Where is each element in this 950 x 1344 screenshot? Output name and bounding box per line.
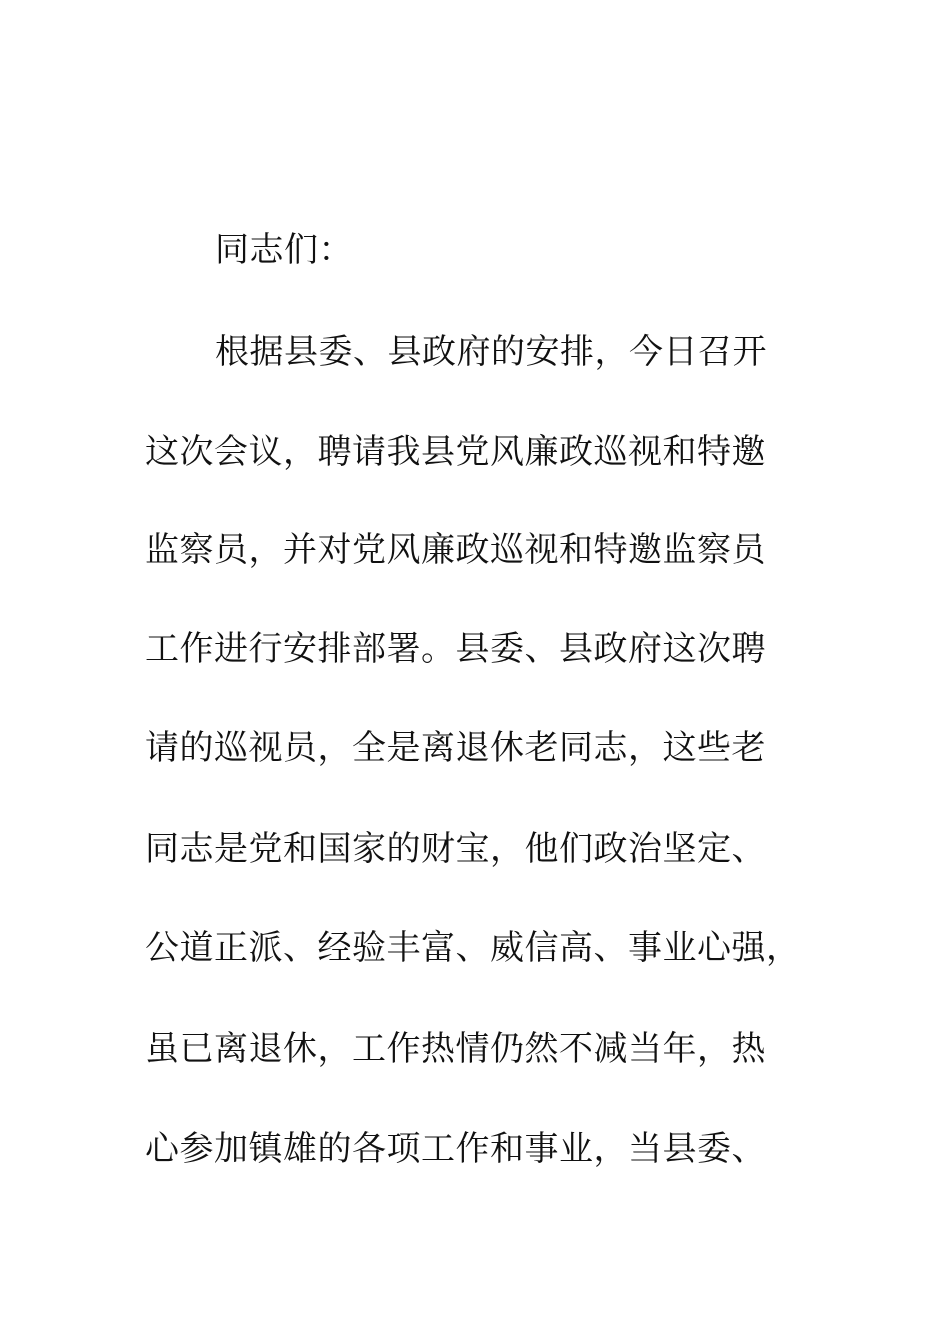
salutation: 同志们：: [215, 230, 353, 270]
paragraph-line: 监察员，并对党风廉政巡视和特邀监察员: [145, 530, 766, 570]
paragraph-line: 心参加镇雄的各项工作和事业，当县委、: [145, 1129, 766, 1169]
paragraph-line: 公道正派、经验丰富、威信高、事业心强，: [145, 928, 801, 968]
paragraph-line: 虽已离退休，工作热情仍然不减当年，热: [145, 1029, 766, 1069]
paragraph-line: 工作进行安排部署。县委、县政府这次聘: [145, 629, 766, 669]
paragraph-line: 请的巡视员，全是离退休老同志，这些老: [145, 728, 766, 768]
paragraph-line: 根据县委、县政府的安排，今日召开: [215, 332, 767, 372]
paragraph-line: 这次会议，聘请我县党风廉政巡视和特邀: [145, 432, 766, 472]
paragraph-line: 同志是党和国家的财宝，他们政治坚定、: [145, 829, 766, 869]
